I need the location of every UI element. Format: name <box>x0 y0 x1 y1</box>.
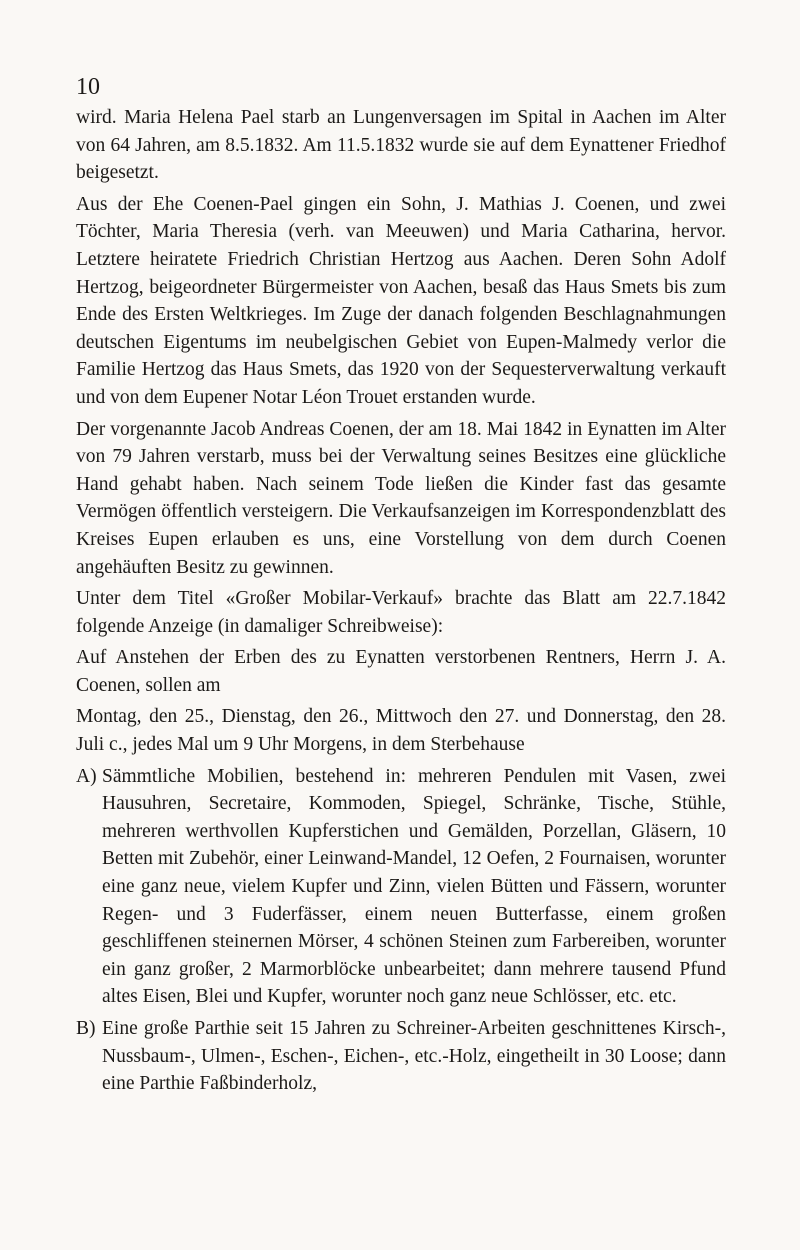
list-marker: B) <box>76 1018 96 1039</box>
body-text <box>76 104 726 1102</box>
paragraph: Unter dem Titel «Großer Mobilar-Verkauf» brachte das Blatt am 22.7.1842 folgende Anzeige (in damaliger Schreibweise): <box>76 588 726 637</box>
list-item-text: Eine große Parthie seit 15 Jahren zu Schreiner-Arbeiten geschnittenes Kirsch-, Nussbaum-, Ulmen-, Eschen-, Eichen-, etc.-Holz, eingetheilt in 30 Loose; dann eine Parthie Faßbinderholz, <box>102 1018 726 1095</box>
auction-list <box>76 763 726 1098</box>
paragraph: Der vorgenannte Jacob Andreas Coenen, der am 18. Mai 1842 in Eynatten im Alter von 79 Jahren verstarb, muss bei der Verwaltung seines Besitzes eine glückliche Hand gehabt haben. Nach seinem Tode ließen die Kinder fast das gesamte Vermögen öffentlich versteigern. Die Verkaufsanzeigen im Korrespondenzblatt des Kreises Eupen erlauben es uns, eine Vorstellung von dem durch Coenen angehäuften Besitz zu gewinnen. <box>76 418 726 578</box>
list-marker: A) <box>76 765 97 787</box>
list-item-text: Sämmtliche Mobilien, bestehend in: mehreren Pendulen mit Vasen, zwei Hausuhren, Secretaire, Kommoden, Spiegel, Schränke, Tische, Stühle, mehreren werthvollen Kupferstichen und Gemälden, Porzellan, Gläsern, 10 Betten mit Zubehör, einer Leinwand-Mandel, 12 Oefen, 2 Fournaisen, worunter eine ganz neue, vielem Kupfer und Zinn, vielen Bütten und Fässern, worunter Regen- und 3 Fuderfässer, einem neuen Butterfasse, einem großen geschliffenen steinernen Mörser, 4 schönen Steinen zum Farbereiben, worunter ein ganz großer, 2 Marmorblöcke unbearbeitet; dann mehrere tausend Pfund altes Eisen, Blei und Kupfer, worunter noch ganz neue Schlösser, etc. etc. <box>102 765 726 1008</box>
page-number: 10 <box>76 74 100 100</box>
list-item <box>76 1015 726 1098</box>
list-item <box>76 763 726 1011</box>
paragraph: wird. Maria Helena Pael starb an Lungenversagen im Spital in Aachen im Alter von 64 Jahren, am 8.5.1832. Am 11.5.1832 wurde sie auf dem Eynattener Friedhof beigesetzt. <box>76 107 726 184</box>
paragraph: Auf Anstehen der Erben des zu Eynatten verstorbenen Rentners, Herrn J. A. Coenen, sollen am <box>76 647 726 696</box>
paragraph: Aus der Ehe Coenen-Pael gingen ein Sohn, J. Mathias J. Coenen, und zwei Töchter, Maria Theresia (verh. van Meeuwen) und Maria Catharina, hervor. Letztere heiratete Friedrich Christian Hertzog aus Aachen. Deren Sohn Adolf Hertzog, beigeordneter Bürgermeister von Aachen, besaß das Haus Smets bis zum Ende des Ersten Weltkrieges. Im Zuge der danach folgenden Beschlagnahmungen deutschen Eigentums im neubelgischen Gebiet von Eupen-Malmedy verlor die Familie Hertzog das Haus Smets, das 1920 von der Sequesterverwaltung verkauft und von dem Eupener Notar Léon Trouet erstanden wurde. <box>76 193 726 408</box>
paragraph: Montag, den 25., Dienstag, den 26., Mittwoch den 27. und Donnerstag, den 28. Juli c., jedes Mal um 9 Uhr Morgens, in dem Sterbehause <box>76 706 726 756</box>
